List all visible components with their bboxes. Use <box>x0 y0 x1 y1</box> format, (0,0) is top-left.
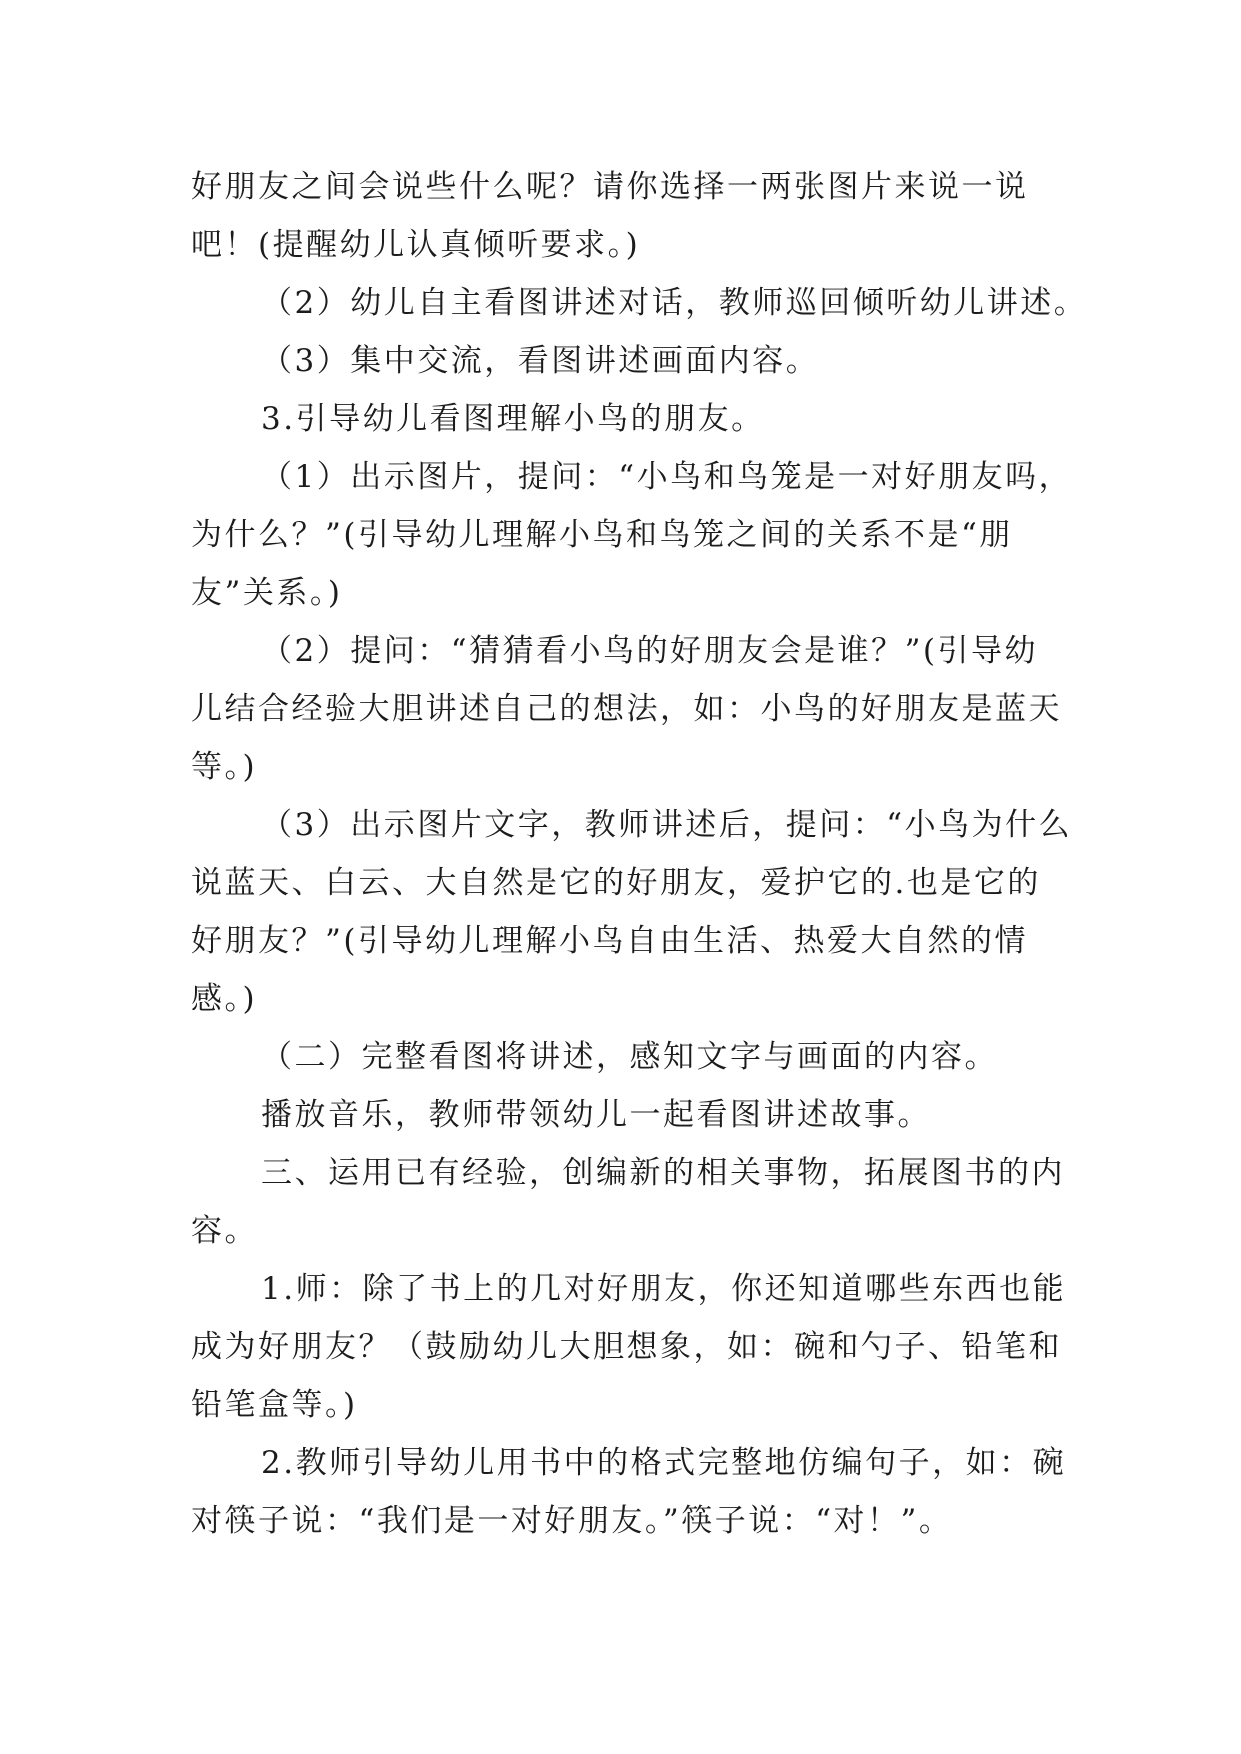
text-line: 铅笔盒等。) <box>191 1387 358 1423</box>
text-line: 好朋友之间会说些什么呢？请你选择一两张图片来说一说 <box>191 169 1029 205</box>
text-line: 友”关系。) <box>191 575 343 611</box>
text-line: 吧！(提醒幼儿认真倾听要求。) <box>191 227 641 263</box>
text-line: （1）出示图片，提问：“小鸟和鸟笼是一对好朋友吗， <box>261 459 1073 495</box>
text-line: （2）提问：“猜猜看小鸟的好朋友会是谁？”(引导幼 <box>261 633 1039 669</box>
text-line: 1.师：除了书上的几对好朋友，你还知道哪些东西也能 <box>261 1271 1067 1307</box>
text-line: （2）幼儿自主看图讲述对话，教师巡回倾听幼儿讲述。 <box>261 285 1088 321</box>
text-line: 感。) <box>191 981 258 1017</box>
text-line: （二）完整看图将讲述，感知文字与画面的内容。 <box>261 1039 998 1075</box>
text-line: 三、运用已有经验，创编新的相关事物，拓展图书的内 <box>261 1155 1065 1191</box>
text-line: 2.教师引导幼儿用书中的格式完整地仿编句子，如：碗 <box>261 1445 1067 1481</box>
text-line: 儿结合经验大胆讲述自己的想法，如：小鸟的好朋友是蓝天 <box>191 691 1062 727</box>
text-line: 成为好朋友？（鼓励幼儿大胆想象，如：碗和勺子、铅笔和 <box>191 1329 1062 1365</box>
text-line: 3.引导幼儿看图理解小鸟的朋友。 <box>261 401 765 437</box>
text-line: 说蓝天、白云、大自然是它的好朋友，爱护它的.也是它的 <box>191 865 1041 901</box>
text-line: 对筷子说：“我们是一对好朋友。”筷子说：“对！”。 <box>191 1503 953 1539</box>
text-line: （3）集中交流，看图讲述画面内容。 <box>261 343 820 379</box>
document-body <box>191 158 1088 1550</box>
text-line: 等。) <box>191 749 258 785</box>
text-line: 播放音乐，教师带领幼儿一起看图讲述故事。 <box>261 1097 931 1133</box>
text-line: 为什么？”(引导幼儿理解小鸟和鸟笼之间的关系不是“朋 <box>191 517 1013 553</box>
text-line: 好朋友？”(引导幼儿理解小鸟自由生活、热爱大自然的情 <box>191 923 1028 959</box>
text-line: （3）出示图片文字，教师讲述后，提问：“小鸟为什么 <box>261 807 1073 843</box>
text-line: 容。 <box>191 1213 258 1249</box>
